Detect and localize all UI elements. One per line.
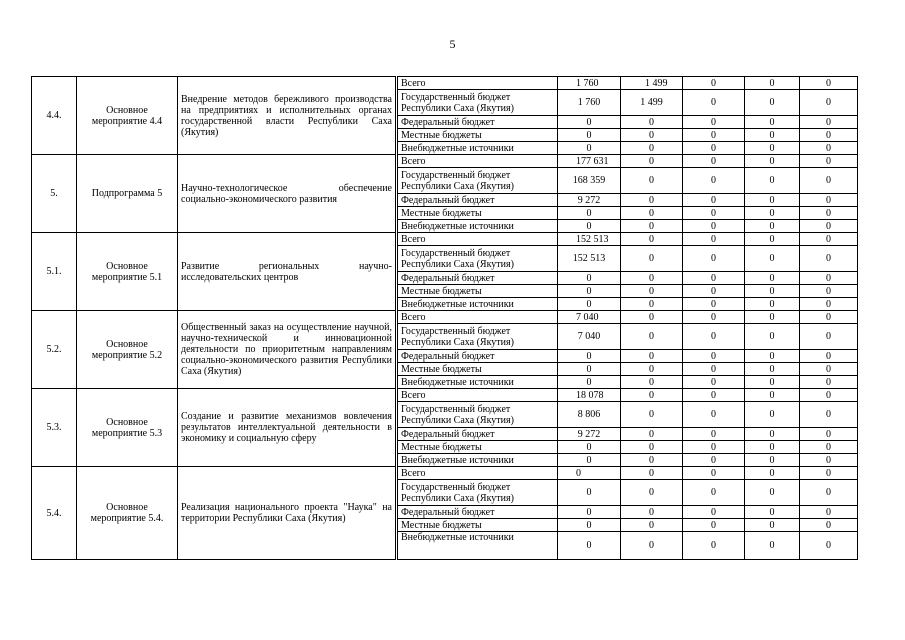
amount-cell: 152 513 bbox=[558, 246, 621, 272]
amount-cell: 0 bbox=[621, 116, 683, 129]
amount-cell: 0 bbox=[621, 532, 683, 560]
amount-cell: 0 bbox=[800, 298, 858, 311]
amount-cell: 0 bbox=[621, 324, 683, 350]
amount-cell: 0 bbox=[800, 350, 858, 363]
amount-cell: 0 bbox=[745, 311, 800, 324]
amount-cell: 0 bbox=[683, 454, 745, 467]
amount-cell: 0 bbox=[683, 129, 745, 142]
amount-cell: 0 bbox=[558, 220, 621, 233]
amount-cell: 0 bbox=[800, 441, 858, 454]
amount-cell: 0 bbox=[745, 77, 800, 90]
funding-source: Местные бюджеты bbox=[397, 363, 558, 376]
funding-source: Федеральный бюджет bbox=[397, 272, 558, 285]
amount-cell: 0 bbox=[800, 428, 858, 441]
table-row bbox=[32, 467, 858, 480]
amount-cell: 0 bbox=[745, 194, 800, 207]
amount-cell: 0 bbox=[800, 454, 858, 467]
amount-cell: 0 bbox=[800, 389, 858, 402]
amount-cell: 0 bbox=[800, 116, 858, 129]
amount-cell: 0 bbox=[800, 155, 858, 168]
event-name: Основное мероприятие 5.4. bbox=[77, 467, 178, 560]
amount-cell: 8 806 bbox=[558, 402, 621, 428]
amount-cell: 0 bbox=[621, 454, 683, 467]
funding-source: Всего bbox=[397, 467, 558, 480]
amount-cell: 0 bbox=[683, 168, 745, 194]
amount-cell: 0 bbox=[800, 77, 858, 90]
amount-cell: 9 272 bbox=[558, 194, 621, 207]
funding-source: Федеральный бюджет bbox=[397, 194, 558, 207]
row-number: 5.1. bbox=[32, 233, 77, 311]
amount-cell: 7 040 bbox=[558, 311, 621, 324]
amount-cell: 0 bbox=[745, 324, 800, 350]
event-name: Основное мероприятие 4.4 bbox=[77, 77, 178, 155]
funding-source: Государственный бюджет Республики Саха (Якутия) bbox=[397, 90, 558, 116]
amount-cell: 0 bbox=[558, 519, 621, 532]
amount-cell: 0 bbox=[745, 298, 800, 311]
amount-cell: 0 bbox=[683, 233, 745, 246]
table-row bbox=[32, 77, 858, 90]
table-row bbox=[32, 155, 858, 168]
amount-cell: 0 bbox=[621, 142, 683, 155]
funding-source: Государственный бюджет Республики Саха (Якутия) bbox=[397, 480, 558, 506]
funding-source: Внебюджетные источники bbox=[397, 376, 558, 389]
event-description: Реализация национального проекта "Наука" на территории Республики Саха (Якутия) bbox=[178, 467, 397, 560]
amount-cell: 0 bbox=[800, 311, 858, 324]
funding-source: Государственный бюджет Республики Саха (Якутия) bbox=[397, 324, 558, 350]
amount-cell: 0 bbox=[683, 246, 745, 272]
table-row bbox=[32, 311, 858, 324]
funding-source: Внебюджетные источники bbox=[397, 454, 558, 467]
amount-cell: 0 bbox=[621, 129, 683, 142]
event-name: Подпрограмма 5 bbox=[77, 155, 178, 233]
amount-cell: 0 bbox=[745, 532, 800, 560]
amount-cell: 0 bbox=[621, 285, 683, 298]
amount-cell: 0 bbox=[558, 207, 621, 220]
funding-source: Местные бюджеты bbox=[397, 441, 558, 454]
amount-cell: 0 bbox=[745, 246, 800, 272]
funding-source: Внебюджетные источники bbox=[397, 220, 558, 233]
amount-cell: 0 bbox=[621, 480, 683, 506]
amount-cell: 0 bbox=[745, 233, 800, 246]
amount-cell: 0 bbox=[621, 441, 683, 454]
funding-source: Местные бюджеты bbox=[397, 129, 558, 142]
funding-source: Федеральный бюджет bbox=[397, 428, 558, 441]
amount-cell: 9 272 bbox=[558, 428, 621, 441]
amount-cell: 0 bbox=[621, 402, 683, 428]
amount-cell: 0 bbox=[621, 389, 683, 402]
funding-source: Местные бюджеты bbox=[397, 519, 558, 532]
amount-cell: 0 bbox=[683, 506, 745, 519]
amount-cell: 0 bbox=[621, 350, 683, 363]
amount-cell: 0 bbox=[558, 506, 621, 519]
event-description: Общественный заказ на осуществление научной, научно-технической и инновационной деятельности по приоритетным направлениям социально-экономического развития Республики Саха (Якутия) bbox=[178, 311, 397, 389]
event-description: Научно-технологическое обеспечение социально-экономического развития bbox=[178, 155, 397, 233]
funding-source: Всего bbox=[397, 233, 558, 246]
amount-cell: 0 bbox=[621, 467, 683, 480]
amount-cell: 0 bbox=[800, 129, 858, 142]
amount-cell: 0 bbox=[745, 402, 800, 428]
amount-cell: 0 bbox=[558, 454, 621, 467]
funding-source: Федеральный бюджет bbox=[397, 506, 558, 519]
budget-table bbox=[31, 76, 858, 560]
amount-cell: 0 bbox=[621, 519, 683, 532]
amount-cell: 0 bbox=[558, 129, 621, 142]
amount-cell: 18 078 bbox=[558, 389, 621, 402]
amount-cell: 0 bbox=[683, 90, 745, 116]
table-row bbox=[32, 233, 858, 246]
amount-cell: 0 bbox=[800, 467, 858, 480]
amount-cell: 0 bbox=[683, 285, 745, 298]
event-name: Основное мероприятие 5.1 bbox=[77, 233, 178, 311]
amount-cell: 0 bbox=[621, 311, 683, 324]
event-description: Развитие региональных научно-исследовательских центров bbox=[178, 233, 397, 311]
amount-cell: 0 bbox=[745, 220, 800, 233]
amount-cell: 0 bbox=[745, 467, 800, 480]
funding-source: Всего bbox=[397, 389, 558, 402]
amount-cell: 0 bbox=[621, 233, 683, 246]
event-description: Создание и развитие механизмов вовлечения результатов интеллектуальной деятельности в экономику и социальную сферу bbox=[178, 389, 397, 467]
amount-cell: 0 bbox=[800, 272, 858, 285]
amount-cell: 0 bbox=[683, 298, 745, 311]
amount-cell: 0 bbox=[800, 233, 858, 246]
amount-cell: 0 bbox=[683, 350, 745, 363]
amount-cell: 0 bbox=[683, 532, 745, 560]
amount-cell: 0 bbox=[558, 480, 621, 506]
amount-cell: 0 bbox=[683, 480, 745, 506]
amount-cell: 0 bbox=[683, 116, 745, 129]
amount-cell: 0 bbox=[800, 324, 858, 350]
amount-cell: 0 bbox=[745, 454, 800, 467]
amount-cell: 0 bbox=[558, 142, 621, 155]
funding-source: Федеральный бюджет bbox=[397, 350, 558, 363]
page-number: 5 bbox=[449, 37, 456, 51]
amount-cell: 1 499 bbox=[621, 90, 683, 116]
row-number: 5.3. bbox=[32, 389, 77, 467]
amount-cell: 0 bbox=[683, 207, 745, 220]
amount-cell: 0 bbox=[621, 428, 683, 441]
funding-source: Местные бюджеты bbox=[397, 207, 558, 220]
funding-source: Внебюджетные источники bbox=[397, 532, 558, 560]
amount-cell: 0 bbox=[621, 376, 683, 389]
amount-cell: 0 bbox=[745, 350, 800, 363]
amount-cell: 0 bbox=[621, 272, 683, 285]
amount-cell: 1 760 bbox=[558, 90, 621, 116]
amount-cell: 0 bbox=[621, 220, 683, 233]
funding-source: Внебюджетные источники bbox=[397, 142, 558, 155]
event-description: Внедрение методов бережливого производства на предприятиях и исполнительных органах государственной власти Республики Саха (Якутия) bbox=[178, 77, 397, 155]
amount-cell: 7 040 bbox=[558, 324, 621, 350]
amount-cell: 0 bbox=[800, 168, 858, 194]
funding-source: Местные бюджеты bbox=[397, 285, 558, 298]
amount-cell: 0 bbox=[800, 285, 858, 298]
amount-cell: 0 bbox=[745, 116, 800, 129]
amount-cell: 0 bbox=[800, 519, 858, 532]
amount-cell: 0 bbox=[800, 506, 858, 519]
amount-cell: 0 bbox=[745, 441, 800, 454]
amount-cell: 0 bbox=[745, 90, 800, 116]
amount-cell: 177 631 bbox=[558, 155, 621, 168]
amount-cell: 0 bbox=[745, 272, 800, 285]
amount-cell: 0 bbox=[800, 246, 858, 272]
table-row bbox=[32, 389, 858, 402]
amount-cell: 0 bbox=[558, 532, 621, 560]
amount-cell: 0 bbox=[621, 506, 683, 519]
amount-cell: 0 bbox=[558, 467, 621, 480]
event-name: Основное мероприятие 5.2 bbox=[77, 311, 178, 389]
funding-source: Всего bbox=[397, 155, 558, 168]
amount-cell: 0 bbox=[745, 363, 800, 376]
amount-cell: 0 bbox=[558, 272, 621, 285]
amount-cell: 0 bbox=[683, 324, 745, 350]
row-number: 5.4. bbox=[32, 467, 77, 560]
amount-cell: 0 bbox=[683, 389, 745, 402]
amount-cell: 0 bbox=[745, 428, 800, 441]
amount-cell: 0 bbox=[745, 207, 800, 220]
amount-cell: 0 bbox=[683, 363, 745, 376]
amount-cell: 0 bbox=[745, 142, 800, 155]
amount-cell: 0 bbox=[683, 272, 745, 285]
funding-source: Федеральный бюджет bbox=[397, 116, 558, 129]
row-number: 5. bbox=[32, 155, 77, 233]
funding-source: Всего bbox=[397, 77, 558, 90]
amount-cell: 0 bbox=[558, 285, 621, 298]
amount-cell: 0 bbox=[621, 363, 683, 376]
amount-cell: 0 bbox=[745, 389, 800, 402]
amount-cell: 0 bbox=[745, 129, 800, 142]
amount-cell: 0 bbox=[621, 246, 683, 272]
amount-cell: 0 bbox=[800, 363, 858, 376]
amount-cell: 0 bbox=[800, 532, 858, 560]
amount-cell: 0 bbox=[621, 298, 683, 311]
amount-cell: 0 bbox=[558, 350, 621, 363]
amount-cell: 0 bbox=[745, 285, 800, 298]
amount-cell: 0 bbox=[683, 519, 745, 532]
amount-cell: 0 bbox=[745, 519, 800, 532]
table-body bbox=[32, 77, 858, 560]
amount-cell: 0 bbox=[683, 77, 745, 90]
amount-cell: 0 bbox=[683, 142, 745, 155]
amount-cell: 0 bbox=[800, 402, 858, 428]
amount-cell: 0 bbox=[558, 363, 621, 376]
amount-cell: 0 bbox=[621, 168, 683, 194]
funding-source: Государственный бюджет Республики Саха (Якутия) bbox=[397, 402, 558, 428]
amount-cell: 1 499 bbox=[621, 77, 683, 90]
funding-source: Государственный бюджет Республики Саха (Якутия) bbox=[397, 168, 558, 194]
amount-cell: 152 513 bbox=[558, 233, 621, 246]
amount-cell: 0 bbox=[683, 441, 745, 454]
amount-cell: 0 bbox=[745, 168, 800, 194]
amount-cell: 0 bbox=[621, 207, 683, 220]
amount-cell: 0 bbox=[745, 480, 800, 506]
funding-source: Внебюджетные источники bbox=[397, 298, 558, 311]
amount-cell: 0 bbox=[683, 402, 745, 428]
amount-cell: 0 bbox=[683, 220, 745, 233]
funding-source: Всего bbox=[397, 311, 558, 324]
amount-cell: 0 bbox=[621, 194, 683, 207]
amount-cell: 0 bbox=[683, 428, 745, 441]
amount-cell: 0 bbox=[800, 480, 858, 506]
amount-cell: 0 bbox=[800, 90, 858, 116]
amount-cell: 0 bbox=[683, 194, 745, 207]
funding-source: Государственный бюджет Республики Саха (Якутия) bbox=[397, 246, 558, 272]
amount-cell: 0 bbox=[745, 506, 800, 519]
amount-cell: 1 760 bbox=[558, 77, 621, 90]
amount-cell: 0 bbox=[621, 155, 683, 168]
amount-cell: 0 bbox=[800, 220, 858, 233]
amount-cell: 0 bbox=[683, 467, 745, 480]
amount-cell: 168 359 bbox=[558, 168, 621, 194]
amount-cell: 0 bbox=[683, 155, 745, 168]
amount-cell: 0 bbox=[683, 311, 745, 324]
amount-cell: 0 bbox=[745, 376, 800, 389]
row-number: 5.2. bbox=[32, 311, 77, 389]
amount-cell: 0 bbox=[800, 142, 858, 155]
amount-cell: 0 bbox=[558, 298, 621, 311]
amount-cell: 0 bbox=[800, 376, 858, 389]
amount-cell: 0 bbox=[800, 207, 858, 220]
amount-cell: 0 bbox=[683, 376, 745, 389]
amount-cell: 0 bbox=[558, 116, 621, 129]
amount-cell: 0 bbox=[558, 441, 621, 454]
row-number: 4.4. bbox=[32, 77, 77, 155]
amount-cell: 0 bbox=[558, 376, 621, 389]
amount-cell: 0 bbox=[800, 194, 858, 207]
event-name: Основное мероприятие 5.3 bbox=[77, 389, 178, 467]
amount-cell: 0 bbox=[745, 155, 800, 168]
